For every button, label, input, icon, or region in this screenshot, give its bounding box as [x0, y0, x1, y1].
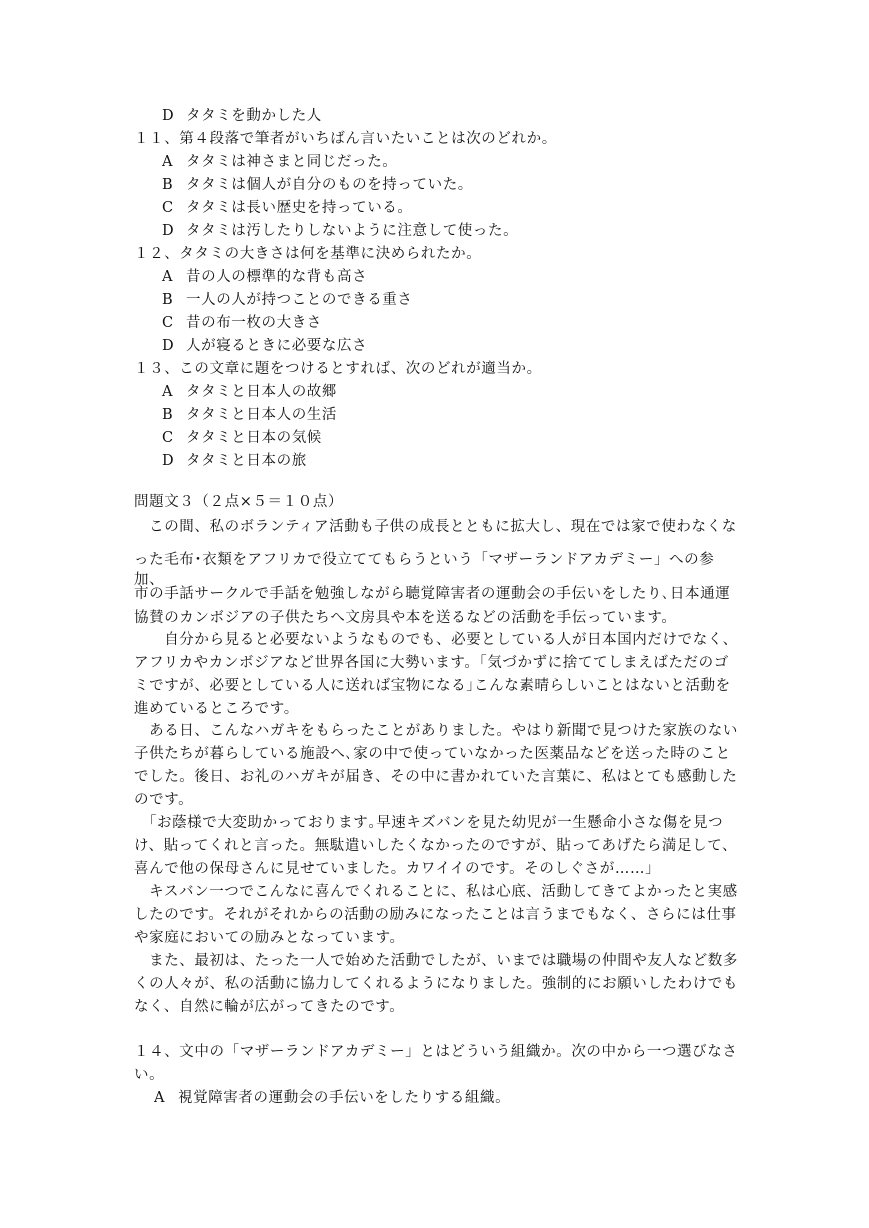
- section3-heading: 問題文３（２点×５＝１０点）: [134, 494, 344, 510]
- option-text: タタミを動かした人: [186, 108, 322, 124]
- passage-line: 市の手話サークルで手話を勉強しながら聴覚障害者の運動会の手伝いをしたり､日本通運: [134, 586, 731, 602]
- passage-line: のです。: [134, 792, 194, 808]
- passage-line: くの人々が、私の活動に協力してくれるようになりました。強制的にお願いしたわけでも: [134, 976, 738, 992]
- option-text: 人が寝るときに必要な広さ: [186, 338, 368, 354]
- option-letter: A: [162, 384, 174, 400]
- passage-line: ミですが、必要としている人に送れば宝物になる｣こんな素晴らしいことはないと活動を: [134, 678, 731, 694]
- option-letter: D: [162, 223, 175, 239]
- passage-line: 喜んで他の保母さんに見せていました。カワイイのです。そのしぐさが……」: [134, 861, 661, 877]
- q10-option-d: [162, 106, 322, 126]
- option-text: タタミと日本人の故郷: [186, 384, 337, 400]
- option-letter: D: [162, 453, 175, 469]
- passage-line: アフリカやカンボジアなど世界各国に大勢います。｢気づかずに捨ててしまえばただのゴ: [134, 655, 729, 671]
- option-letter: C: [162, 430, 174, 446]
- passage-line: 自分から見ると必要ないようなものでも、必要としている人が日本国内だけでなく、: [134, 632, 738, 648]
- passage-line: また、最初は、たった一人で始めた活動でしたが、いまでは職場の仲間や友人など数多: [134, 953, 738, 969]
- option-text: タタミは神さまと同じだった。: [186, 154, 398, 170]
- q13-question: １３、この文章に題をつけるとすれば、次のどれが適当か。: [134, 361, 542, 377]
- passage-line: 進めているところです。: [134, 701, 299, 717]
- option-letter: B: [162, 177, 174, 193]
- q11-option-d: [162, 221, 518, 241]
- option-text: 一人の人が持つことのできる重さ: [186, 292, 413, 308]
- passage-line: った毛布･衣類をアフリカで役立ててもらうという「マザーランドアカデミー」への参加、: [134, 552, 715, 588]
- passage-line: この間、私のボランティア活動も子供の成長とともに拡大し、現在では家で使わなくな: [134, 519, 737, 535]
- passage-line: キスバン一つでこんなに喜んでくれることに、私は心底、活動してきてよかったと実感: [134, 884, 738, 900]
- passage-line: でした。後日、お礼のハガキが届き、その中に書かれていた言葉に、私はとても感動した: [134, 769, 738, 785]
- passage-line: なく、自然に輪が広がってきたのです。: [134, 999, 405, 1015]
- q13-option-c: [162, 428, 322, 448]
- q12-option-c: [162, 313, 322, 333]
- q14-question-line1: １４、文中の「マザーランドアカデミー」とはどういう組織か。次の中から一つ選びなさ: [134, 1044, 738, 1060]
- option-letter: A: [154, 1090, 166, 1106]
- q13-option-d: [162, 451, 307, 471]
- q11-option-b: [162, 175, 473, 195]
- option-text: 昔の布一枚の大きさ: [186, 315, 322, 331]
- q13-option-a: [162, 382, 337, 402]
- option-text: タタミと日本人の生活: [186, 407, 337, 423]
- option-text: 視覚障害者の運動会の手伝いをしたりする組織。: [178, 1090, 511, 1106]
- option-text: タタミは汚したりしないように注意して使った。: [186, 223, 519, 239]
- q12-option-b: [162, 290, 413, 310]
- option-text: タタミは長い歴史を持っている。: [186, 200, 413, 216]
- q11-option-a: [162, 152, 397, 172]
- q12-option-a: [162, 267, 367, 287]
- passage-line: や家庭においての励みとなっています。: [134, 930, 405, 946]
- q13-option-b: [162, 405, 337, 425]
- option-letter: D: [162, 338, 175, 354]
- q12-option-d: [162, 336, 367, 356]
- passage-line: 「お蔭様で大変助かっております｡早速キズバンを見た幼児が一生懸命小さな傷を見つ: [134, 815, 724, 831]
- option-letter: C: [162, 315, 174, 331]
- q12-question: １２、タタミの大きさは何を基準に決められたか。: [134, 246, 482, 262]
- passage-line: け、貼ってくれと言った。無駄遣いしたくなかったのですが、貼ってあげたら満足して、: [134, 838, 738, 854]
- passage-line: 子供たちが暮らしている施設へ､家の中で使っていなかった医薬品などを送った時のこと: [134, 746, 731, 762]
- option-text: タタミと日本の気候: [186, 430, 322, 446]
- option-text: タタミと日本の旅: [186, 453, 307, 469]
- option-text: タタミは個人が自分のものを持っていた。: [186, 177, 473, 193]
- option-text: 昔の人の標準的な背も高さ: [186, 269, 368, 285]
- option-letter: B: [162, 292, 174, 308]
- passage-line: 協賛のカンボジアの子供たちへ文房具や本を送るなどの活動を手伝っています。: [134, 610, 677, 626]
- passage-line: したのです。それがそれからの活動の励みになったことは言うまでもなく、さらには仕事: [134, 907, 737, 923]
- option-letter: A: [162, 154, 174, 170]
- option-letter: D: [162, 108, 175, 124]
- passage-line: ある日、こんなハガキをもらったことがありました。やはり新聞で見つけた家族のない: [134, 723, 738, 739]
- q11-question: １１、第４段落で筆者がいちばん言いたいことは次のどれか。: [134, 131, 557, 147]
- q14-question-line2: い。: [134, 1067, 165, 1083]
- option-letter: A: [162, 269, 174, 285]
- option-letter: C: [162, 200, 174, 216]
- option-letter: B: [162, 407, 174, 423]
- q14-option-a: [154, 1088, 510, 1108]
- q11-option-c: [162, 198, 413, 218]
